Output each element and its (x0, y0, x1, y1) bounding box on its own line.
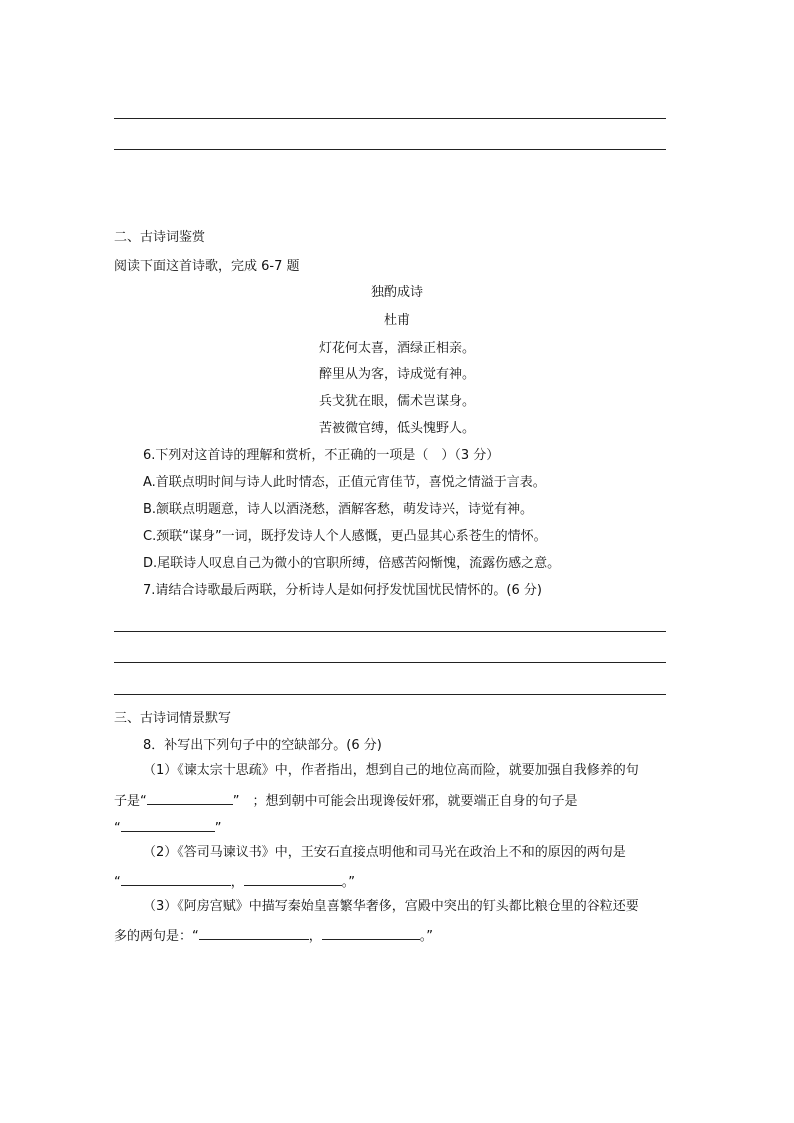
fill-blank[interactable] (121, 817, 215, 832)
poem-line: 兵戈犹在眼，儒术岂谋身。 (318, 394, 475, 409)
poem-line: 苦被微官缚，低头愧野人。 (318, 421, 475, 436)
poem-author: 杜甫 (383, 313, 410, 328)
question-6-stem: 6.下列对这首诗的理解和赏析，不正确的一项是（ ）（3 分） (143, 448, 500, 463)
question-8-stem: 8．补写出下列句子中的空缺部分。(6 分) (143, 738, 382, 753)
option-c: C.颈联“谋身”一词，既抒发诗人个人感慨，更凸显其心系苍生的情怀。 (143, 529, 547, 544)
reading-instructions: 阅读下面这首诗歌，完成 6-7 题 (114, 259, 300, 274)
fill-blank[interactable] (322, 925, 420, 940)
fill-blank[interactable] (121, 871, 231, 886)
poem-title: 独酌成诗 (370, 285, 423, 300)
option-a: A.首联点明时间与诗人此时情态，正值元宵佳节，喜悦之情溢于言表。 (143, 475, 546, 490)
fill-blank[interactable] (199, 925, 309, 940)
question-8-item-2-line2: “ ， 。” (114, 871, 355, 892)
question-8-item-3-line2: 多的两句是：“ ， 。” (114, 925, 433, 946)
question-8-item-3: （3）《阿房宫赋》中描写秦始皇喜繁华奢侈，宫殿中突出的钉头都比粮仓里的谷粒还要 (143, 899, 639, 914)
question-8-item-1: （1）《谏太宗十思疏》中，作者指出，想到自己的地位高而险，就要加强自我修养的句 (143, 763, 639, 778)
answer-line (114, 118, 666, 119)
section-heading: 二、古诗词鉴赏 (114, 230, 206, 245)
option-b: B.颔联点明题意，诗人以酒浇愁，酒解客愁，萌发诗兴，诗觉有神。 (143, 502, 534, 517)
answer-line (114, 662, 666, 663)
option-d: D.尾联诗人叹息自己为微小的官职所缚，倍感苦闷惭愧，流露伤感之意。 (143, 556, 561, 571)
question-7-stem: 7.请结合诗歌最后两联，分析诗人是如何抒发忧国忧民情怀的。(6 分) (143, 583, 542, 598)
question-8-item-2: （2）《答司马谏议书》中，王安石直接点明他和司马光在政治上不和的原因的两句是 (143, 845, 626, 860)
fill-blank[interactable] (244, 871, 342, 886)
fill-blank[interactable] (147, 790, 233, 805)
answer-line (114, 631, 666, 632)
section-heading: 三、古诗词情景默写 (114, 711, 232, 726)
poem-line: 醉里从为客，诗成觉有神。 (318, 367, 475, 382)
question-8-item-1-line3: “ ” (114, 817, 222, 838)
answer-line (114, 694, 666, 695)
answer-line (114, 149, 666, 150)
poem-line: 灯花何太喜，酒绿正相亲。 (318, 341, 475, 356)
question-8-item-1-line2: 子是“ ” ；想到朝中可能会出现谗佞奸邪，就要端正自身的句子是 (114, 790, 578, 811)
